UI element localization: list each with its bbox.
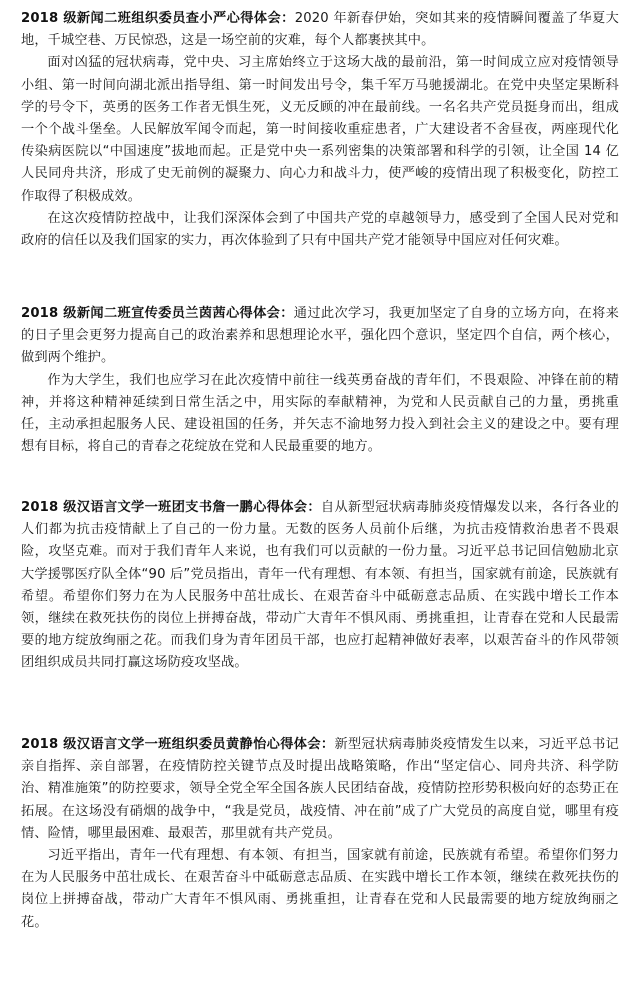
section-1-heading: 2018 级新闻二班组织委员查小严心得体会： (21, 11, 295, 26)
section-4-heading: 2018 级汉语言文学一班组织委员黄静怡心得体会： (21, 737, 335, 752)
section-2-heading: 2018 级新闻二班宣传委员兰茵茜心得体会： (21, 306, 294, 321)
section-2-paragraph-1 (21, 303, 619, 370)
reflection-section-3 (21, 497, 619, 675)
section-4-paragraph-1 (21, 734, 619, 845)
section-1-paragraph-3: 在这次疫情防控战中，让我们深深体会到了中国共产党的卓越领导力，感受到了全国人民对党和政府的信任以及我们国家的实力，再次体验到了只有中国共产党才能领导中国应对任何灾难。 (21, 210, 619, 249)
section-3-paragraph-1 (21, 497, 619, 675)
section-2-paragraph-1-text: 通过此次学习，我更加坚定了自身的立场方向，在将来的日子里会更努力提高自己的政治素养和思想理论水平，强化四个意识，坚定四个自信，两个核心，做到两个维护。 (21, 306, 619, 366)
reflection-section-2 (21, 303, 619, 458)
reflection-section-4 (21, 734, 619, 934)
section-4-paragraph-2: 习近平指出，青年一代有理想、有本领、有担当，国家就有前途，民族就有希望。希望你们努力在为人民服务中茁壮成长、在艰苦奋斗中砥砺意志品质、在实践中增长工作本领，继续在救死扶伤的岗位上拼搏奋战，带动广大青年不惧风雨、勇挑重担，让青春在党和人民最需要的地方绽放绚丽之花。 (21, 848, 619, 930)
section-1-paragraph-1 (21, 8, 619, 52)
section-3-paragraph-1-text: 自从新型冠状病毒肺炎疫情爆发以来，各行各业的人们都为抗击疫情献上了自己的一份力量。无数的医务人员前仆后继，为抗击疫情救治患者不畏艰险，攻坚克难。而对于我们青年人来说，也有我们可以贡献的一份力量。习近平总书记回信勉励北京大学援鄂医疗队全体“90 后”党员指出，青年一代有理想、有本领、有担当，国家就有前途，民族就有希望。希望你们努力在为人民服务中茁壮成长、在艰苦奋斗中砥砺意志品质、在实践中增长工作本领，继续在救死扶伤的岗位上拼搏奋战，带动广大青年不惧风雨、勇挑重担，让青春在党和人民最需要的地方绽放绚丽之花。而我们身为青年团员干部，也应打起精神做好表率，以艰苦奋斗的作风带领团组织成员共同打赢这场防疫攻坚战。 (21, 500, 619, 671)
section-4-paragraph-1-text: 新型冠状病毒肺炎疫情发生以来，习近平总书记亲自指挥、亲自部署，在疫情防控关键节点及时提出战略策略，作出“坚定信心、同舟共济、科学防治、精准施策”的防控要求，领导全党全军全国各族人民团结奋战，疫情防控形势积极向好的态势正在拓展。在这场没有硝烟的战争中，“我是党员，战疫情、冲在前”成了广大党员的高度自觉，哪里有疫情、险情，哪里最困难、最艰苦，那里就有共产党员。 (21, 737, 619, 841)
section-1-paragraph-1-text: 2020 年新春伊始，突如其来的疫情瞬间覆盖了华夏大地，千城空巷、万民惊恐，这是一场空前的灾难，每个人都裹挟其中。 (21, 11, 619, 49)
section-1-paragraph-2: 面对凶猛的冠状病毒，党中央、习主席始终立于这场大战的最前沿，第一时间成立应对疫情领导小组、第一时间向湖北派出指导组、第一时间发出号令，集千军万马驰援湖北。在党中央坚定果断科学的号令下，英勇的医务工作者无惧生死，义无反顾的冲在最前线。一名名共产党员挺身而出，组成一个个战斗堡垒。人民解放军闻令而起，第一时间接收重症患者，广大建设者不舍昼夜，两座现代化传染病医院以“中国速度”拔地而起。正是党中央一系列密集的决策部署和科学的引领，让全国 14 亿人民同舟共济，形成了史无前例的凝聚力、向心力和战斗力，使严峻的疫情出现了积极变化，防控工作取得了积极成效。 (21, 55, 619, 204)
section-2-paragraph-2: 作为大学生，我们也应学习在此次疫情中前往一线英勇奋战的青年们，不畏艰险、冲锋在前的精神，并将这种精神延续到日常生活之中，用实际的奉献精神，为党和人民贡献自己的力量，勇挑重任，主动承担起服务人民、建设祖国的任务，并矢志不渝地努力投入到社会主义的建设之中。要有理想有目标，将自己的青春之花绽放在党和人民最重要的地方。 (21, 372, 619, 455)
reflection-section-1 (21, 8, 619, 252)
section-3-heading: 2018 级汉语言文学一班团支书詹一鹏心得体会： (21, 500, 321, 515)
